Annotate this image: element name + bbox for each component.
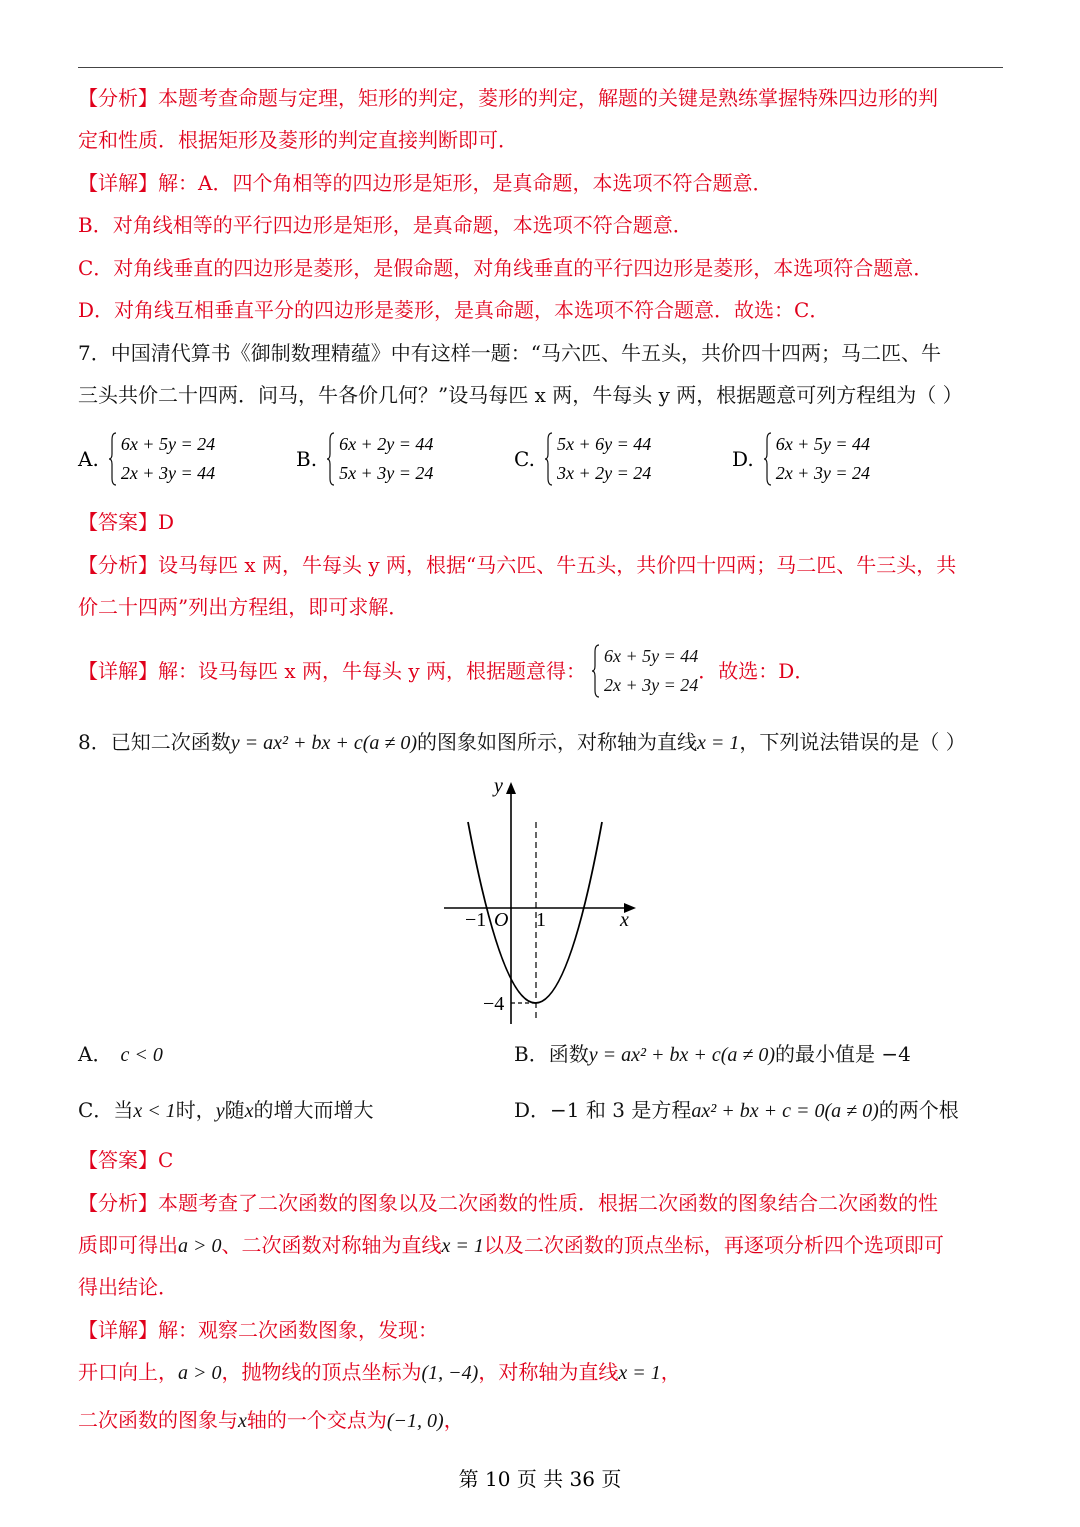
equation-system: 6x + 5y = 44 2x + 3y = 24	[592, 642, 698, 700]
brace-icon	[109, 432, 117, 486]
brace-icon	[545, 432, 553, 486]
parabola-graph	[440, 772, 640, 1027]
equation-system: 6x + 5y = 44 2x + 3y = 24	[764, 430, 870, 488]
q8-analysis-line3: 得出结论．	[78, 1275, 178, 1299]
origin-label: O	[494, 909, 509, 931]
detail6-line1: 【详解】解：A．四个角相等的四边形是矩形，是真命题，本选项不符合题意．	[78, 171, 773, 195]
brace-icon	[764, 432, 772, 486]
q7-option-c: C. 5x + 6y = 44 3x + 2y = 24	[514, 430, 651, 488]
brace-icon	[327, 432, 335, 486]
tick-label-neg1: −1	[465, 909, 487, 931]
q7-option-a: A. 6x + 5y = 24 2x + 3y = 44	[78, 430, 215, 488]
detail6-option-d: D．对角线互相垂直平分的四边形是菱形，是真命题，本选项不符合题意．故选：C．	[78, 298, 830, 322]
x-axis-label: x	[620, 909, 629, 931]
q8-stem: 8．已知二次函数y = ax² + bx + c(a ≠ 0)的图象如图所示，对称轴为直线x = 1，下列说法错误的是（ ）	[78, 730, 966, 754]
q8-analysis-line2: 质即可得出a > 0、二次函数对称轴为直线x = 1以及二次函数的顶点坐标，再逐项分析四个选项即可	[78, 1233, 944, 1257]
q7-option-b: B. 6x + 2y = 44 5x + 3y = 24	[296, 430, 433, 488]
q7-answer: 【答案】D	[78, 510, 175, 534]
analysis6-line1: 【分析】本题考查命题与定理，矩形的判定，菱形的判定，解题的关键是熟练掌握特殊四边形的判	[78, 86, 938, 110]
analysis-tag: 【分析】	[78, 86, 158, 110]
parabola-curve	[468, 822, 602, 1003]
q7-stem-line1: 7．中国清代算书《御制数理精蕴》中有这样一题：“马六匹、牛五头，共价四十四两；马二匹、牛	[78, 341, 941, 365]
page-footer: 第 10 页 共 36 页	[458, 1467, 622, 1491]
q8-option-b: B．函数y = ax² + bx + c(a ≠ 0)的最小值是 −4	[514, 1042, 911, 1066]
equation-system: 6x + 5y = 24 2x + 3y = 44	[109, 430, 215, 488]
analysis6-line2: 定和性质．根据矩形及菱形的判定直接判断即可．	[78, 128, 518, 152]
q8-option-c: C．当x < 1时，y随x的增大而增大	[78, 1098, 374, 1122]
tick-label-1: 1	[536, 909, 546, 931]
q7-detail: 【详解】 解：设马每匹 x 两，牛每头 y 两，根据题意得： 6x + 5y = 44 2x + 3y = 24 ．故选：D．	[78, 642, 814, 700]
q8-option-a: A． c < 0	[78, 1042, 163, 1066]
detail6-option-b: B．对角线相等的平行四边形是矩形，是真命题，本选项不符合题意．	[78, 213, 693, 237]
equation-system: 5x + 6y = 44 3x + 2y = 24	[545, 430, 651, 488]
q8-detail-line3: 二次函数的图象与x轴的一个交点为(−1, 0)，	[78, 1408, 464, 1432]
q7-stem-line2: 三头共价二十四两．问马，牛各价几何？”设马每匹 x 两，牛每头 y 两，根据题意可列方程组为（ ）	[78, 383, 963, 407]
tick-label-neg4: −4	[483, 993, 505, 1015]
q8-detail-line1: 【详解】解：观察二次函数图象，发现：	[78, 1318, 438, 1342]
q8-option-d: D．−1 和 3 是方程ax² + bx + c = 0(a ≠ 0)的两个根	[514, 1098, 959, 1122]
y-axis-arrow-icon	[506, 782, 516, 794]
equation-system: 6x + 2y = 44 5x + 3y = 24	[327, 430, 433, 488]
q7-option-d: D. 6x + 5y = 44 2x + 3y = 24	[732, 430, 870, 488]
header-rule	[78, 67, 1003, 68]
brace-icon	[592, 644, 600, 698]
q8-analysis-line1: 【分析】本题考查了二次函数的图象以及二次函数的性质．根据二次函数的图象结合二次函数的性	[78, 1191, 938, 1215]
detail-tag: 【详解】	[78, 171, 158, 195]
q7-analysis-line2: 价二十四两”列出方程组，即可求解．	[78, 595, 409, 619]
q7-analysis-line1: 【分析】设马每匹 x 两，牛每头 y 两，根据“马六匹、牛五头，共价四十四两；马二匹、牛三头，共	[78, 553, 957, 577]
q8-detail-line2: 开口向上，a > 0，抛物线的顶点坐标为(1, −4)，对称轴为直线x = 1，	[78, 1360, 681, 1384]
y-axis-label: y	[494, 775, 503, 797]
q8-answer: 【答案】C	[78, 1148, 174, 1172]
detail6-option-c: C．对角线垂直的四边形是菱形，是假命题，对角线垂直的平行四边形是菱形，本选项符合题意．	[78, 256, 934, 280]
